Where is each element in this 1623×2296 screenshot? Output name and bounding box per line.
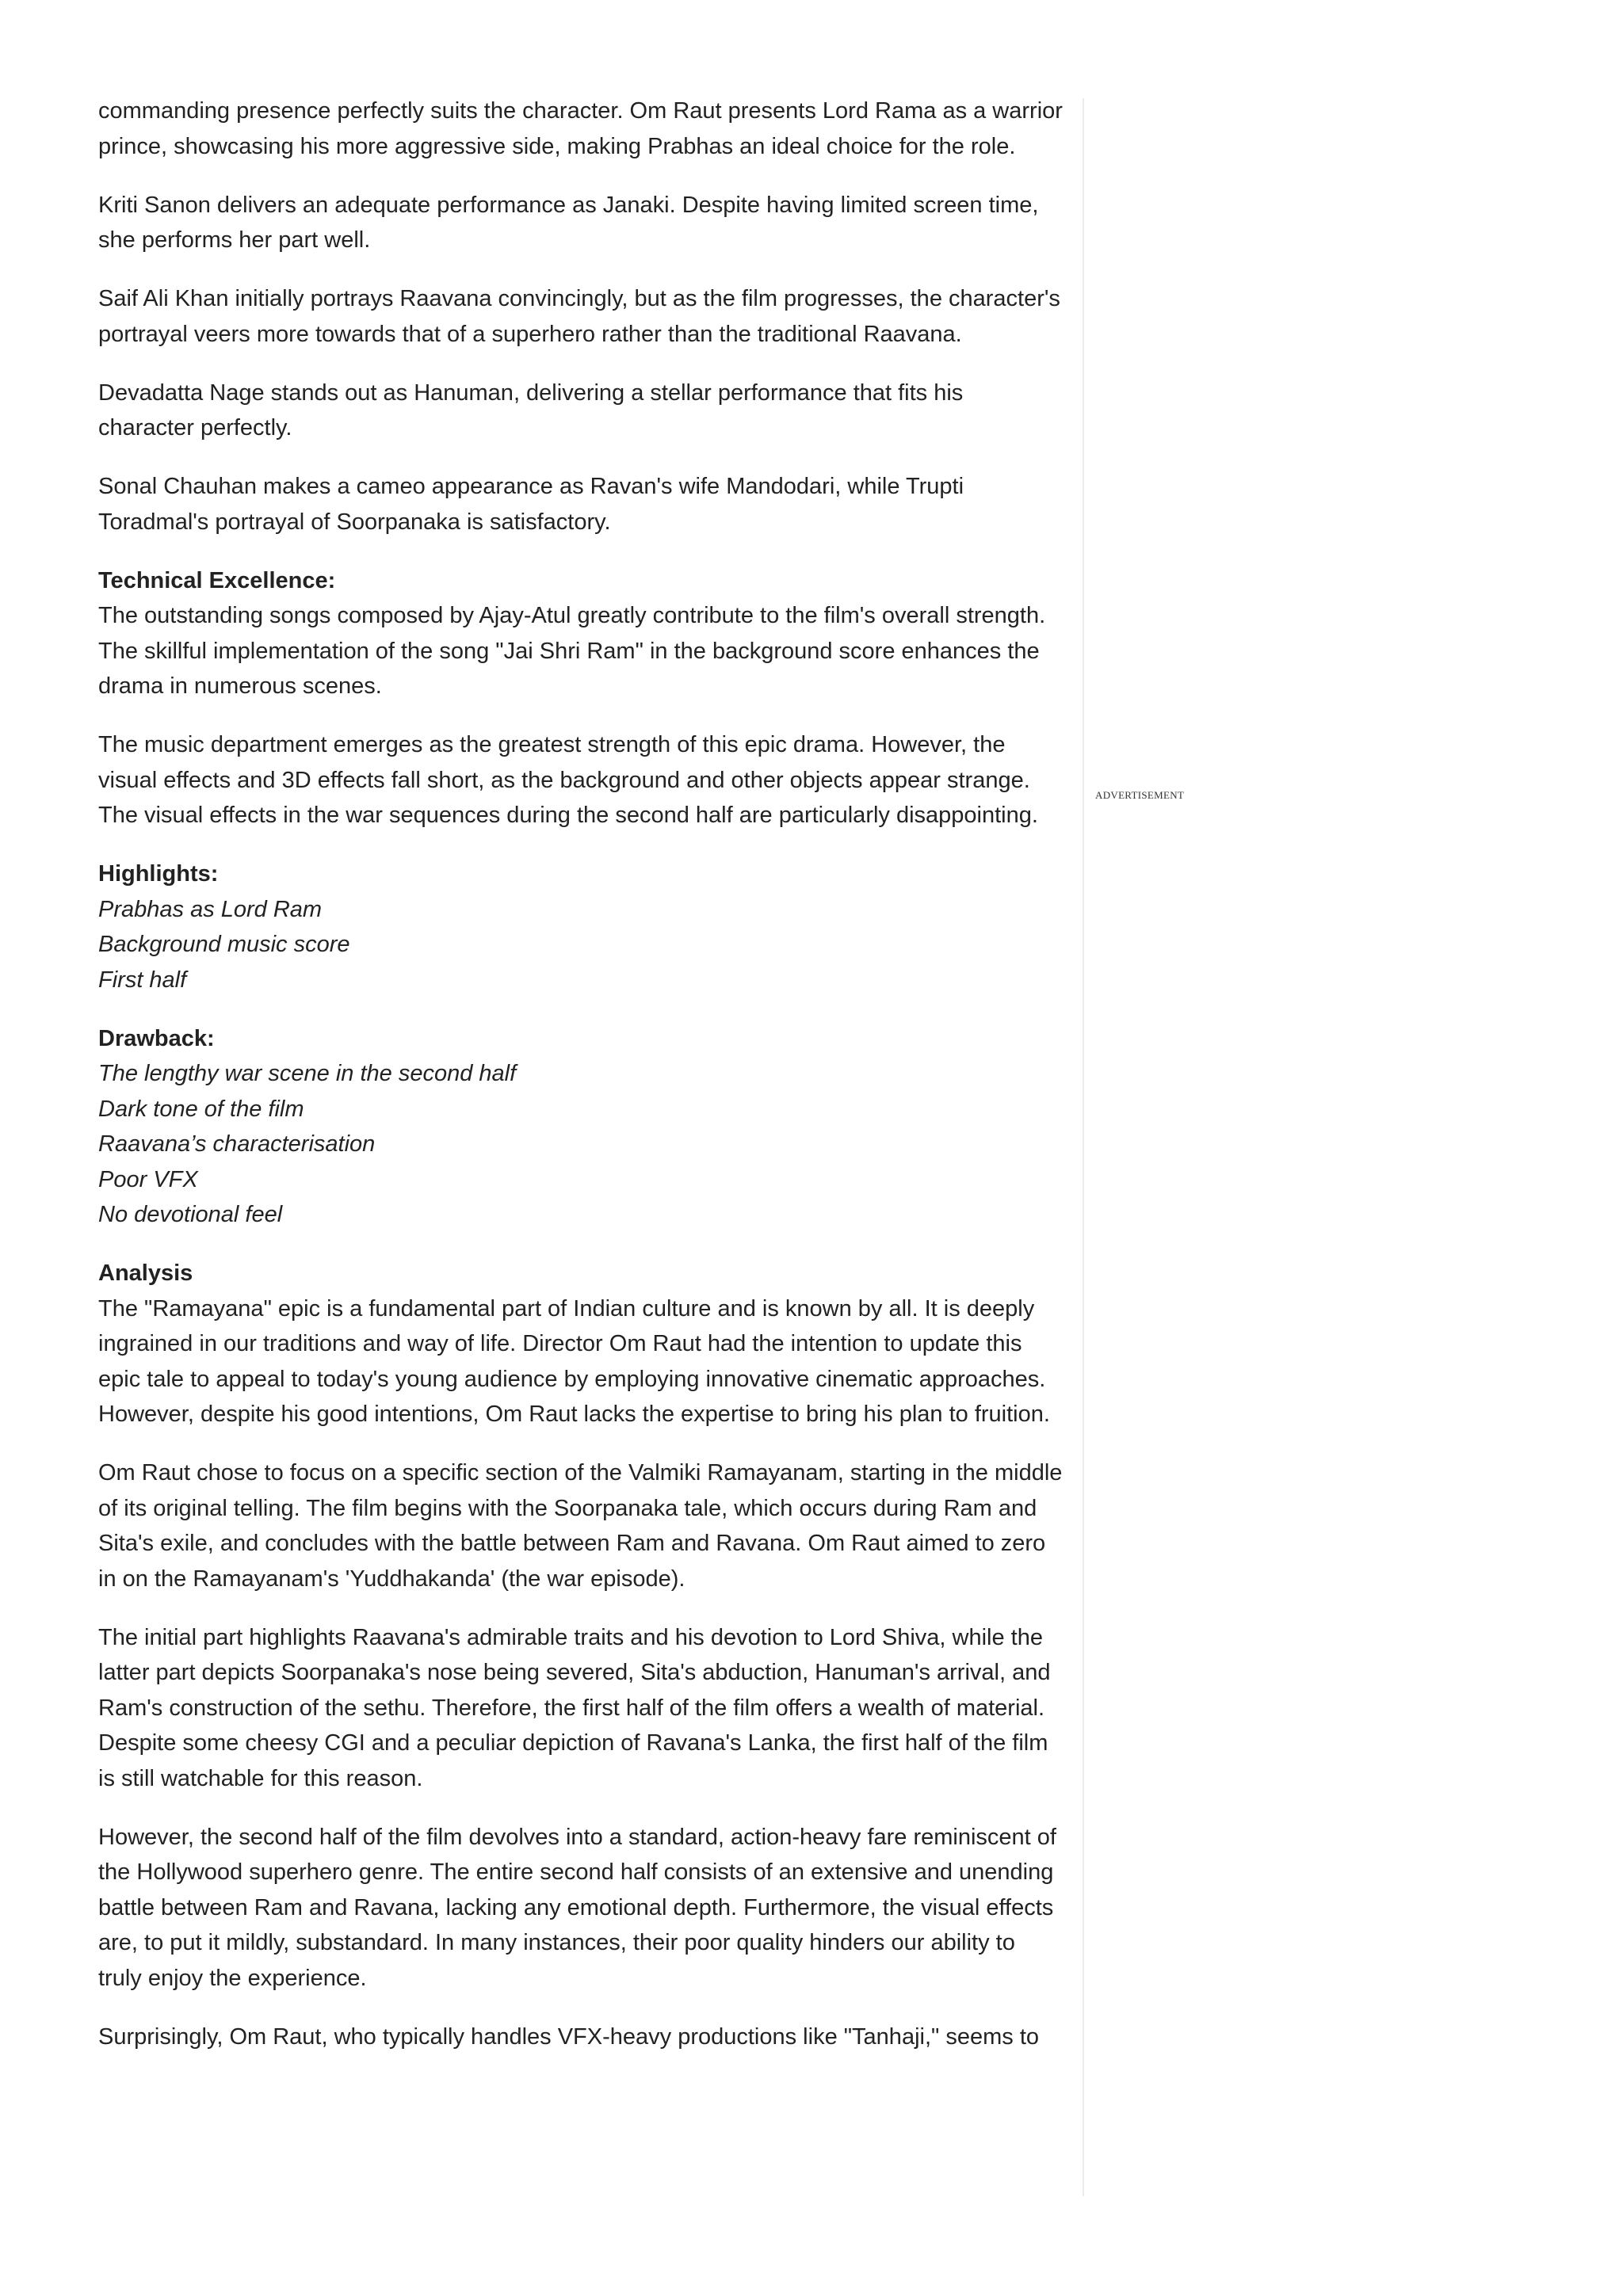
article-paragraph: Devadatta Nage stands out as Hanuman, delivering a stellar performance that fits his character perfectly.	[98, 379, 964, 441]
article-paragraph: Surprisingly, Om Raut, who typically handles VFX-heavy productions like "Tanhaji," seems to	[98, 2023, 1040, 2050]
article-paragraph: Sonal Chauhan makes a cameo appearance as Ravan's wife Mandodari, while Trupti Toradmal's portrayal of Soorpanaka is satisfactory.	[98, 474, 964, 535]
analysis-heading: Analysis	[98, 1261, 193, 1286]
article-paragraph: The initial part highlights Raavana's admirable traits and his devotion to Lord Shiva, while the latter part depicts Soorpanaka's nose being severed, Sita's abduction, Hanuman's arrival, and Ram's construction of the sethu. Therefore, the first half of the film offers a wealth of material. Despite some cheesy CGI and a peculiar depiction of Ravana's Lanka, the first half of the film is still watchable for this reason.	[98, 1624, 1051, 1791]
highlight-item: Background music score	[98, 932, 350, 957]
article-paragraph: However, the second half of the film devolves into a standard, action-heavy fare reminiscent of the Hollywood superhero genre. The entire second half consists of an extensive and unending battle between Ram and Ravana, lacking any emotional depth. Furthermore, the visual effects are, to put it mildly, substandard. In many instances, their poor quality hinders our ability to truly enjoy the experience.	[98, 1824, 1056, 1991]
drawback-item: Raavana’s characterisation	[98, 1131, 376, 1157]
drawback-item: Dark tone of the film	[98, 1096, 304, 1122]
article-body	[98, 93, 1064, 2078]
drawback-item: Poor VFX	[98, 1166, 198, 1192]
sidebar	[1084, 98, 1560, 2196]
drawback-item: The lengthy war scene in the second half	[98, 1061, 517, 1086]
article-paragraph: The music department emerges as the greatest strength of this epic drama. However, the visual effects and 3D effects fall short, as the background and other objects appear strange. The visual effects in the war sequences during the second half are particularly disappointing.	[98, 732, 1038, 828]
technical-section	[98, 563, 1064, 704]
advertisement-label: ADVERTISEMENT	[1095, 789, 1185, 801]
article-paragraph: Kriti Sanon delivers an adequate performance as Janaki. Despite having limited screen time, she performs her part well.	[98, 192, 1039, 253]
highlight-item: Prabhas as Lord Ram	[98, 896, 323, 922]
highlight-item: First half	[98, 967, 187, 993]
drawback-heading: Drawback:	[98, 1025, 215, 1051]
article-paragraph: Saif Ali Khan initially portrays Raavana convincingly, but as the film progresses, the character's portrayal veers more towards that of a superhero rather than the traditional Raavana.	[98, 286, 1060, 347]
highlights-section	[98, 856, 1064, 997]
highlights-heading: Highlights:	[98, 861, 219, 887]
article-paragraph: Om Raut chose to focus on a specific section of the Valmiki Ramayanam, starting in the middle of its original telling. The film begins with the Soorpanaka tale, which occurs during Ram and Sita's exile, and concludes with the battle between Ram and Ravana. Om Raut aimed to zero in on the Ramayanam's 'Yuddhakanda' (the war episode).	[98, 1460, 1063, 1592]
technical-text: The outstanding songs composed by Ajay-Atul greatly contribute to the film's overall strength. The skillful implementation of the song "Jai Shri Ram" in the background score enhances the drama in numerous scenes.	[98, 603, 1046, 699]
article-paragraph: commanding presence perfectly suits the character. Om Raut presents Lord Rama as a warrior prince, showcasing his more aggressive side, making Prabhas an ideal choice for the role.	[98, 98, 1063, 159]
technical-heading: Technical Excellence:	[98, 567, 336, 593]
analysis-section	[98, 1256, 1064, 1432]
drawback-item: No devotional feel	[98, 1202, 283, 1227]
drawback-section	[98, 1021, 1064, 1233]
analysis-text: The "Ramayana" epic is a fundamental part of Indian culture and is known by all. It is deeply ingrained in our traditions and way of life. Director Om Raut had the intention to update this epic tale to appeal to today's young audience by employing innovative cinematic approaches. However, despite his good intentions, Om Raut lacks the expertise to bring his plan to fruition.	[98, 1295, 1050, 1427]
